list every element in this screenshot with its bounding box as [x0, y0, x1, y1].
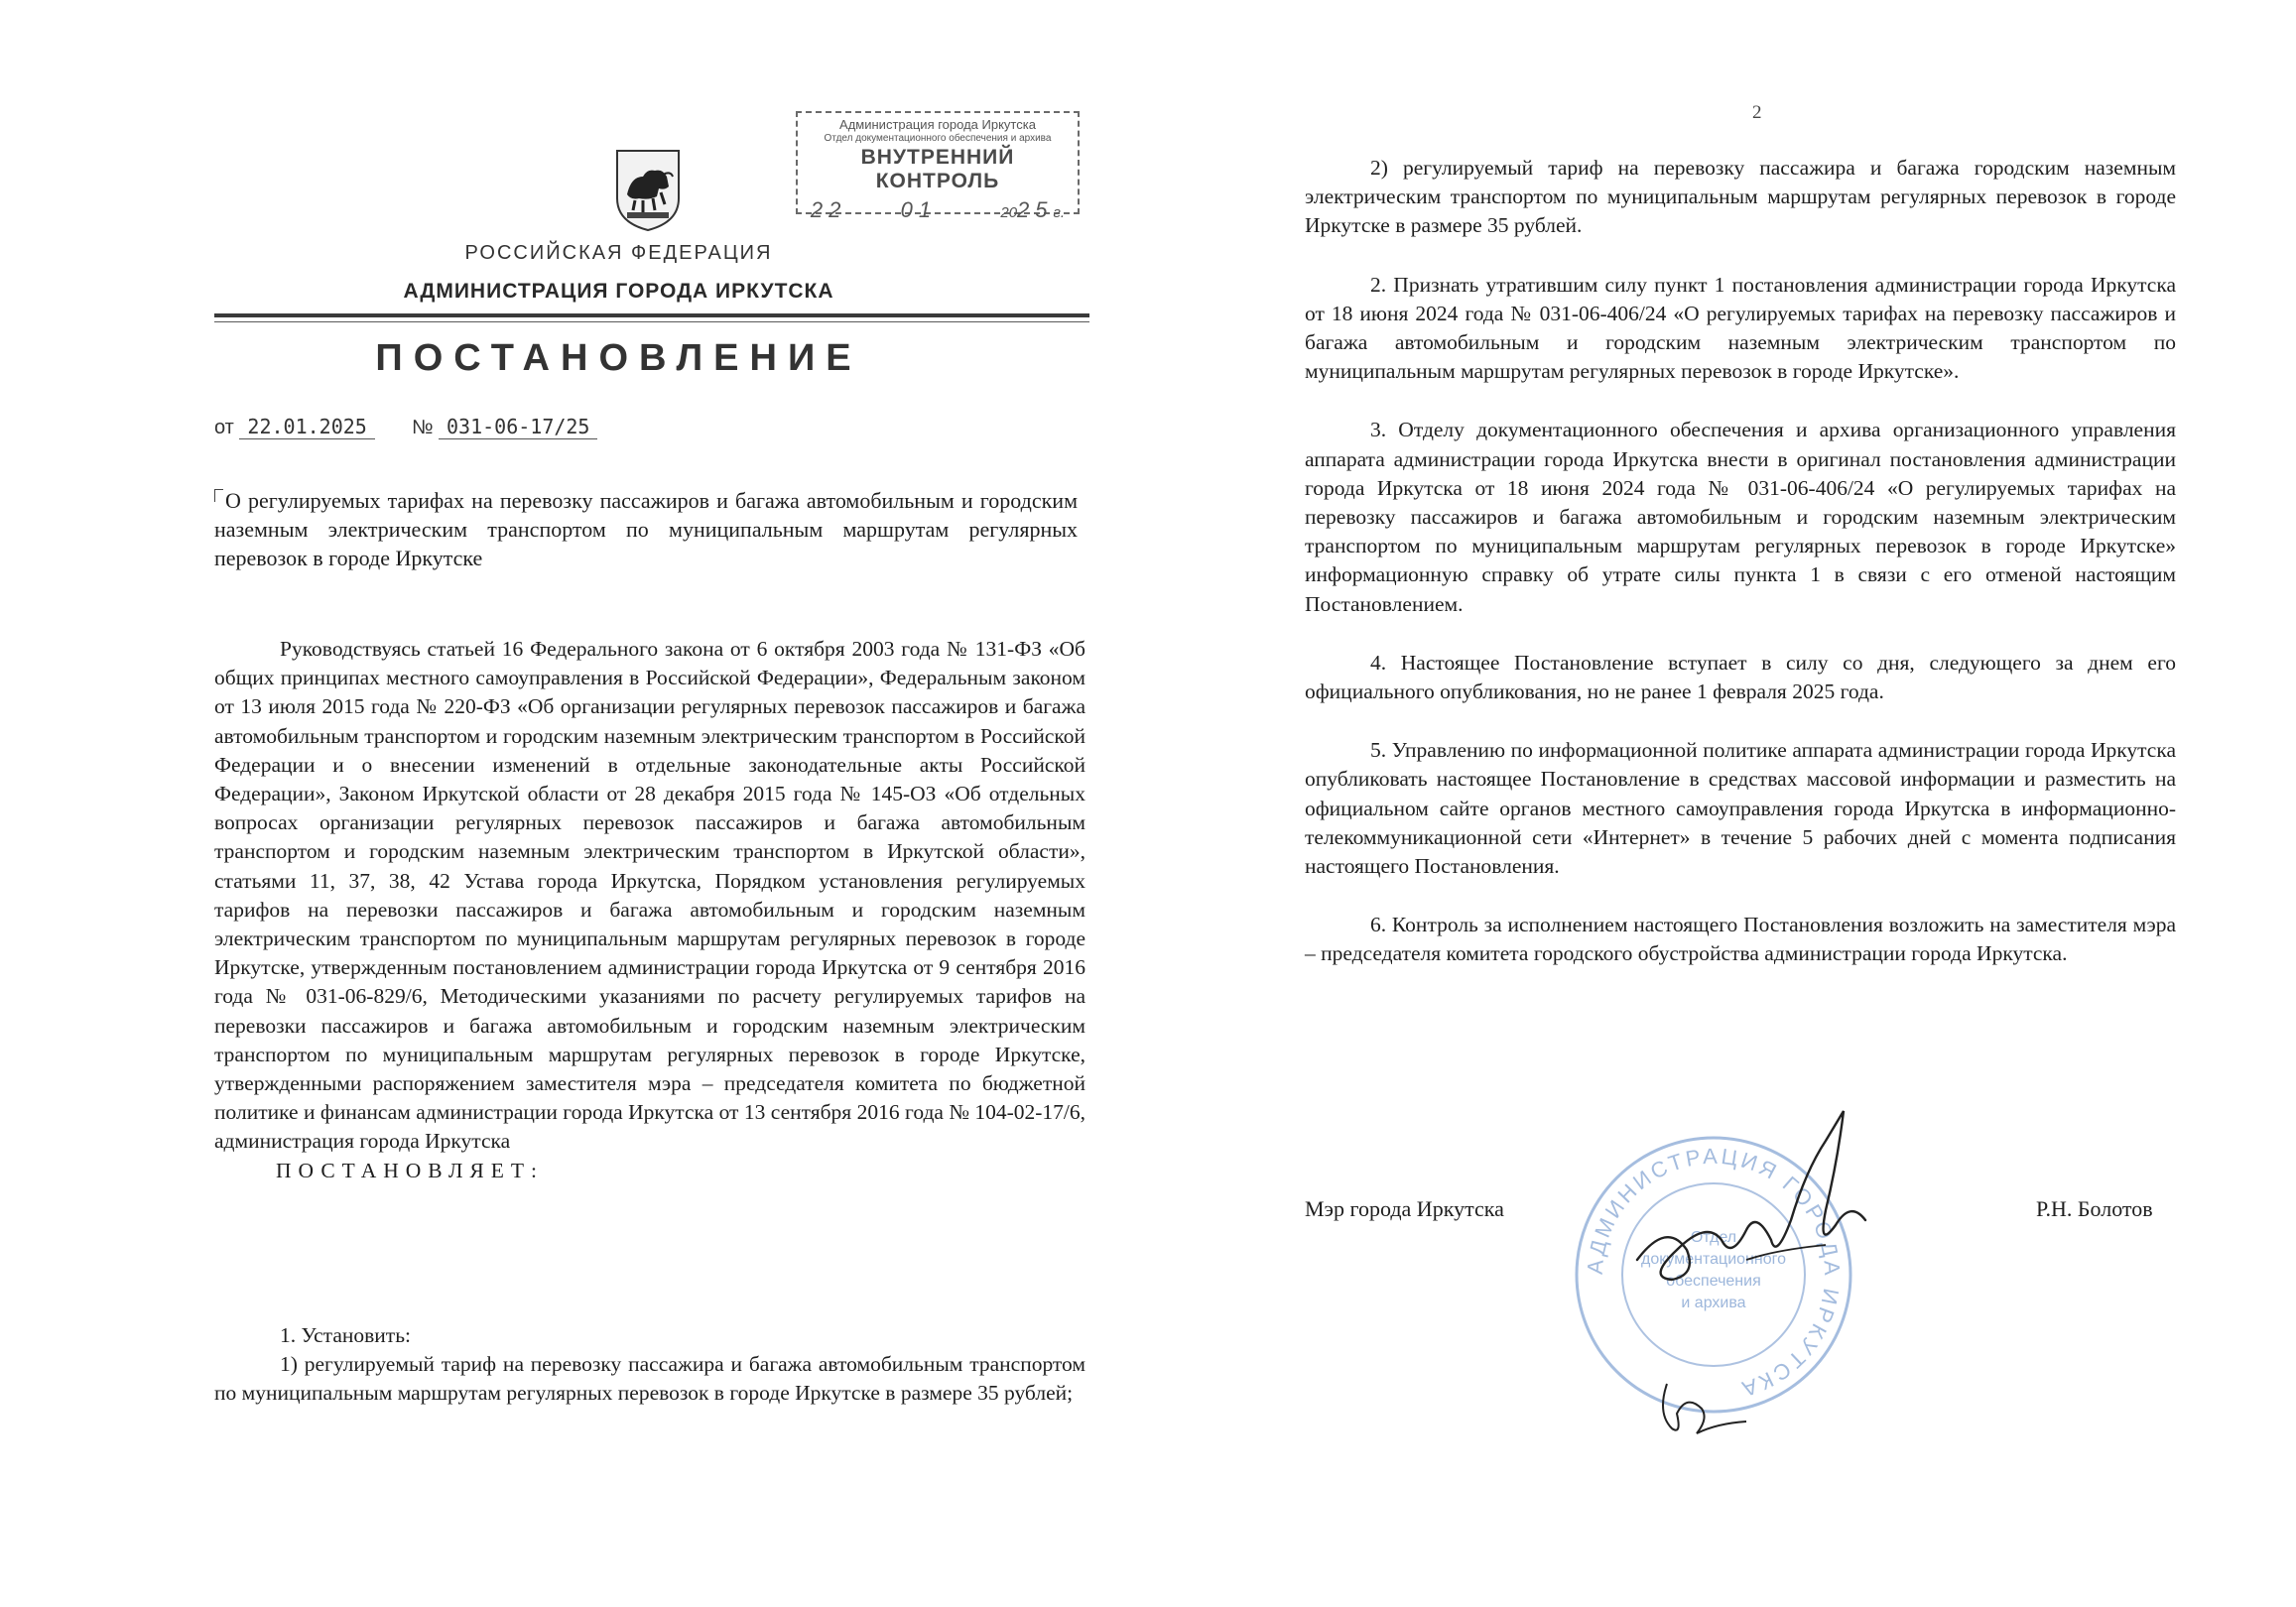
preamble-block: [214, 635, 1085, 1185]
internal-control-stamp: [796, 111, 1080, 222]
irkutsk-coat-of-arms-icon: [613, 147, 683, 232]
stamp-date-year-suffix: 25: [1017, 197, 1054, 222]
item-4: 4. Настоящее Постановление вступает в силу со дня, следующего за днем его официального опубликования, но не ранее 1 февраля 2025 года.: [1305, 650, 2176, 704]
authority-name: АДМИНИСТРАЦИЯ ГОРОДА ИРКУТСКА: [403, 280, 834, 303]
mayor-signature: [1627, 1101, 1885, 1339]
item-6: 6. Контроль за исполнением настоящего Постановления возложить на заместителя мэра – председателя комитета городского обустройства администрации города Иркутска.: [1305, 913, 2176, 966]
document-number: 031-06-17/25: [439, 415, 598, 439]
item-1-title: 1. Установить:: [280, 1323, 411, 1347]
header-rule-thin: [214, 321, 1089, 322]
item-5: 5. Управлению по информационной политике аппарата администрации города Иркутска опубликовать настоящее Постановление в средствах массовой информации и разместить на официальном сайте органов местного самоуправления города Иркутска в информационно-телекоммуникационной сети «Интернет» в течение 5 рабочих дней с момента подписания настоящего Постановления.: [1305, 738, 2176, 879]
date-label: от: [214, 417, 234, 438]
country-name: РОССИЙСКАЯ ФЕДЕРАЦИЯ: [464, 242, 773, 264]
page-number: 2: [1752, 102, 1762, 123]
seal-center-line-1: Отдел: [1690, 1229, 1737, 1246]
resolves-heading: ПОСТАНОВЛЯЕТ:: [276, 1158, 544, 1182]
document-date: 22.01.2025: [239, 415, 374, 439]
stamp-title: ВНУТРЕННИЙ КОНТРОЛЬ: [860, 146, 1015, 192]
seal-center-line-3: обеспечения: [1666, 1273, 1761, 1290]
seal-ring-text: АДМИНИСТРАЦИЯ ГОРОДА ИРКУТСКА: [1582, 1143, 1846, 1403]
header-rule-thick: [214, 313, 1089, 317]
item-3: 3. Отделу документационного обеспечения и архива организационного управления аппарата администрации города Иркутска внести в оригинал постановления администрации города Иркутска от 18 июня 2024 года № 031-06-406/24 «О регулируемых тарифах на перевозку пассажиров и багажа автомобильным и городским наземным электрическим транспортом по муниципальным маршрутам регулярных перевозок в городе Иркутске» информационную справку об утрате силы пункта 1 в связи с его отменой настоящим Постановлением.: [1305, 418, 2176, 616]
item-1-subitem-1: 1) регулируемый тариф на перевозку пассажира и багажа автомобильным транспортом по муниципальным маршрутам регулярных перевозок в городе Иркутске в размере 35 рублей;: [214, 1352, 1085, 1406]
stamp-authority: Администрация города Иркутска: [839, 117, 1036, 132]
item-1-subitem-2: 2) регулируемый тариф на перевозку пассажира и багажа городским наземным электрическим транспортом по муниципальным маршрутам регулярных перевозок в городе Иркутске в размере 35 рублей.: [1305, 156, 2176, 238]
number-label: №: [411, 417, 434, 438]
document-subject: [214, 486, 1078, 572]
document-meta: [214, 415, 597, 439]
stamp-date: [798, 197, 1078, 223]
subject-corner-mark: [214, 489, 223, 502]
stamp-date-year-prefix: 20: [1000, 204, 1018, 221]
item-1: [214, 1321, 1085, 1409]
preamble-text: Руководствуясь статьей 16 Федерального закона от 6 октября 2003 года № 131-ФЗ «Об общих принципах местного самоуправления в Российской Федерации», Федеральным законом от 13 июля 2015 года № 220-ФЗ «Об организации регулярных перевозок пассажиров и багажа автомобильным транспортом и городским наземным электрическим транспортом в Российской Федерации и о внесении изменений в отдельные законодательные акты Российской Федерации», Законом Иркутской области от 28 декабря 2015 года № 145-ОЗ «Об отдельных вопросах организации регулярных перевозок пассажиров и багажа автомобильным транспортом и городским наземным электрическим транспортом в Иркутской области», статьями 11, 37, 38, 42 Устава города Иркутска, Порядком установления регулируемых тарифов на перевозки пассажиров и багажа автомобильным и городским наземным электрическим транспортом по муниципальным маршрутам регулярных перевозок в городе Иркутске, утвержденным постановлением администрации города Иркутска от 9 сентября 2016 года № 031-06-829/6, Методическими указаниями по расчету регулируемых тарифов на перевозки пассажиров и багажа автомобильным и городским наземным электрическим транспортом по муниципальным маршрутам регулярных перевозок в городе Иркутске, утвержденными распоряжением заместителя мэра – председателя комитета по бюджетной политике и финансам администрации города Иркутска от 13 сентября 2016 года № 104-02-17/6, администрация города Иркутска: [214, 637, 1085, 1154]
stamp-department: Отдел документационного обеспечения и архива: [824, 133, 1052, 144]
item-2: 2. Признать утратившим силу пункт 1 постановления администрации города Иркутска от 18 июня 2024 года № 031-06-406/24 «О регулируемых тарифах на перевозку пассажиров и багажа автомобильным и городским наземным электрическим транспортом по муниципальным маршрутам регулярных перевозок в городе Иркутске».: [1305, 272, 2176, 384]
page-2-body: [1305, 154, 2176, 999]
seal-center-line-2: документационного: [1641, 1251, 1786, 1268]
signatory-title: Мэр города Иркутска: [1305, 1196, 1504, 1221]
stamp-date-month: 01: [900, 197, 938, 222]
document-type-title: ПОСТАНОВЛЕНИЕ: [375, 337, 862, 379]
approval-initials: [1647, 1374, 1756, 1443]
signatory-name: Р.Н. Болотов: [2036, 1196, 2153, 1221]
seal-center-line-4: и архива: [1681, 1295, 1746, 1311]
subject-text: О регулируемых тарифах на перевозку пассажиров и багажа автомобильным и городским наземным электрическим транспортом по муниципальным маршрутам регулярных перевозок в городе Иркутске: [214, 488, 1078, 570]
stamp-date-suffix: г.: [1053, 204, 1066, 221]
stamp-date-day: 22: [810, 197, 847, 222]
